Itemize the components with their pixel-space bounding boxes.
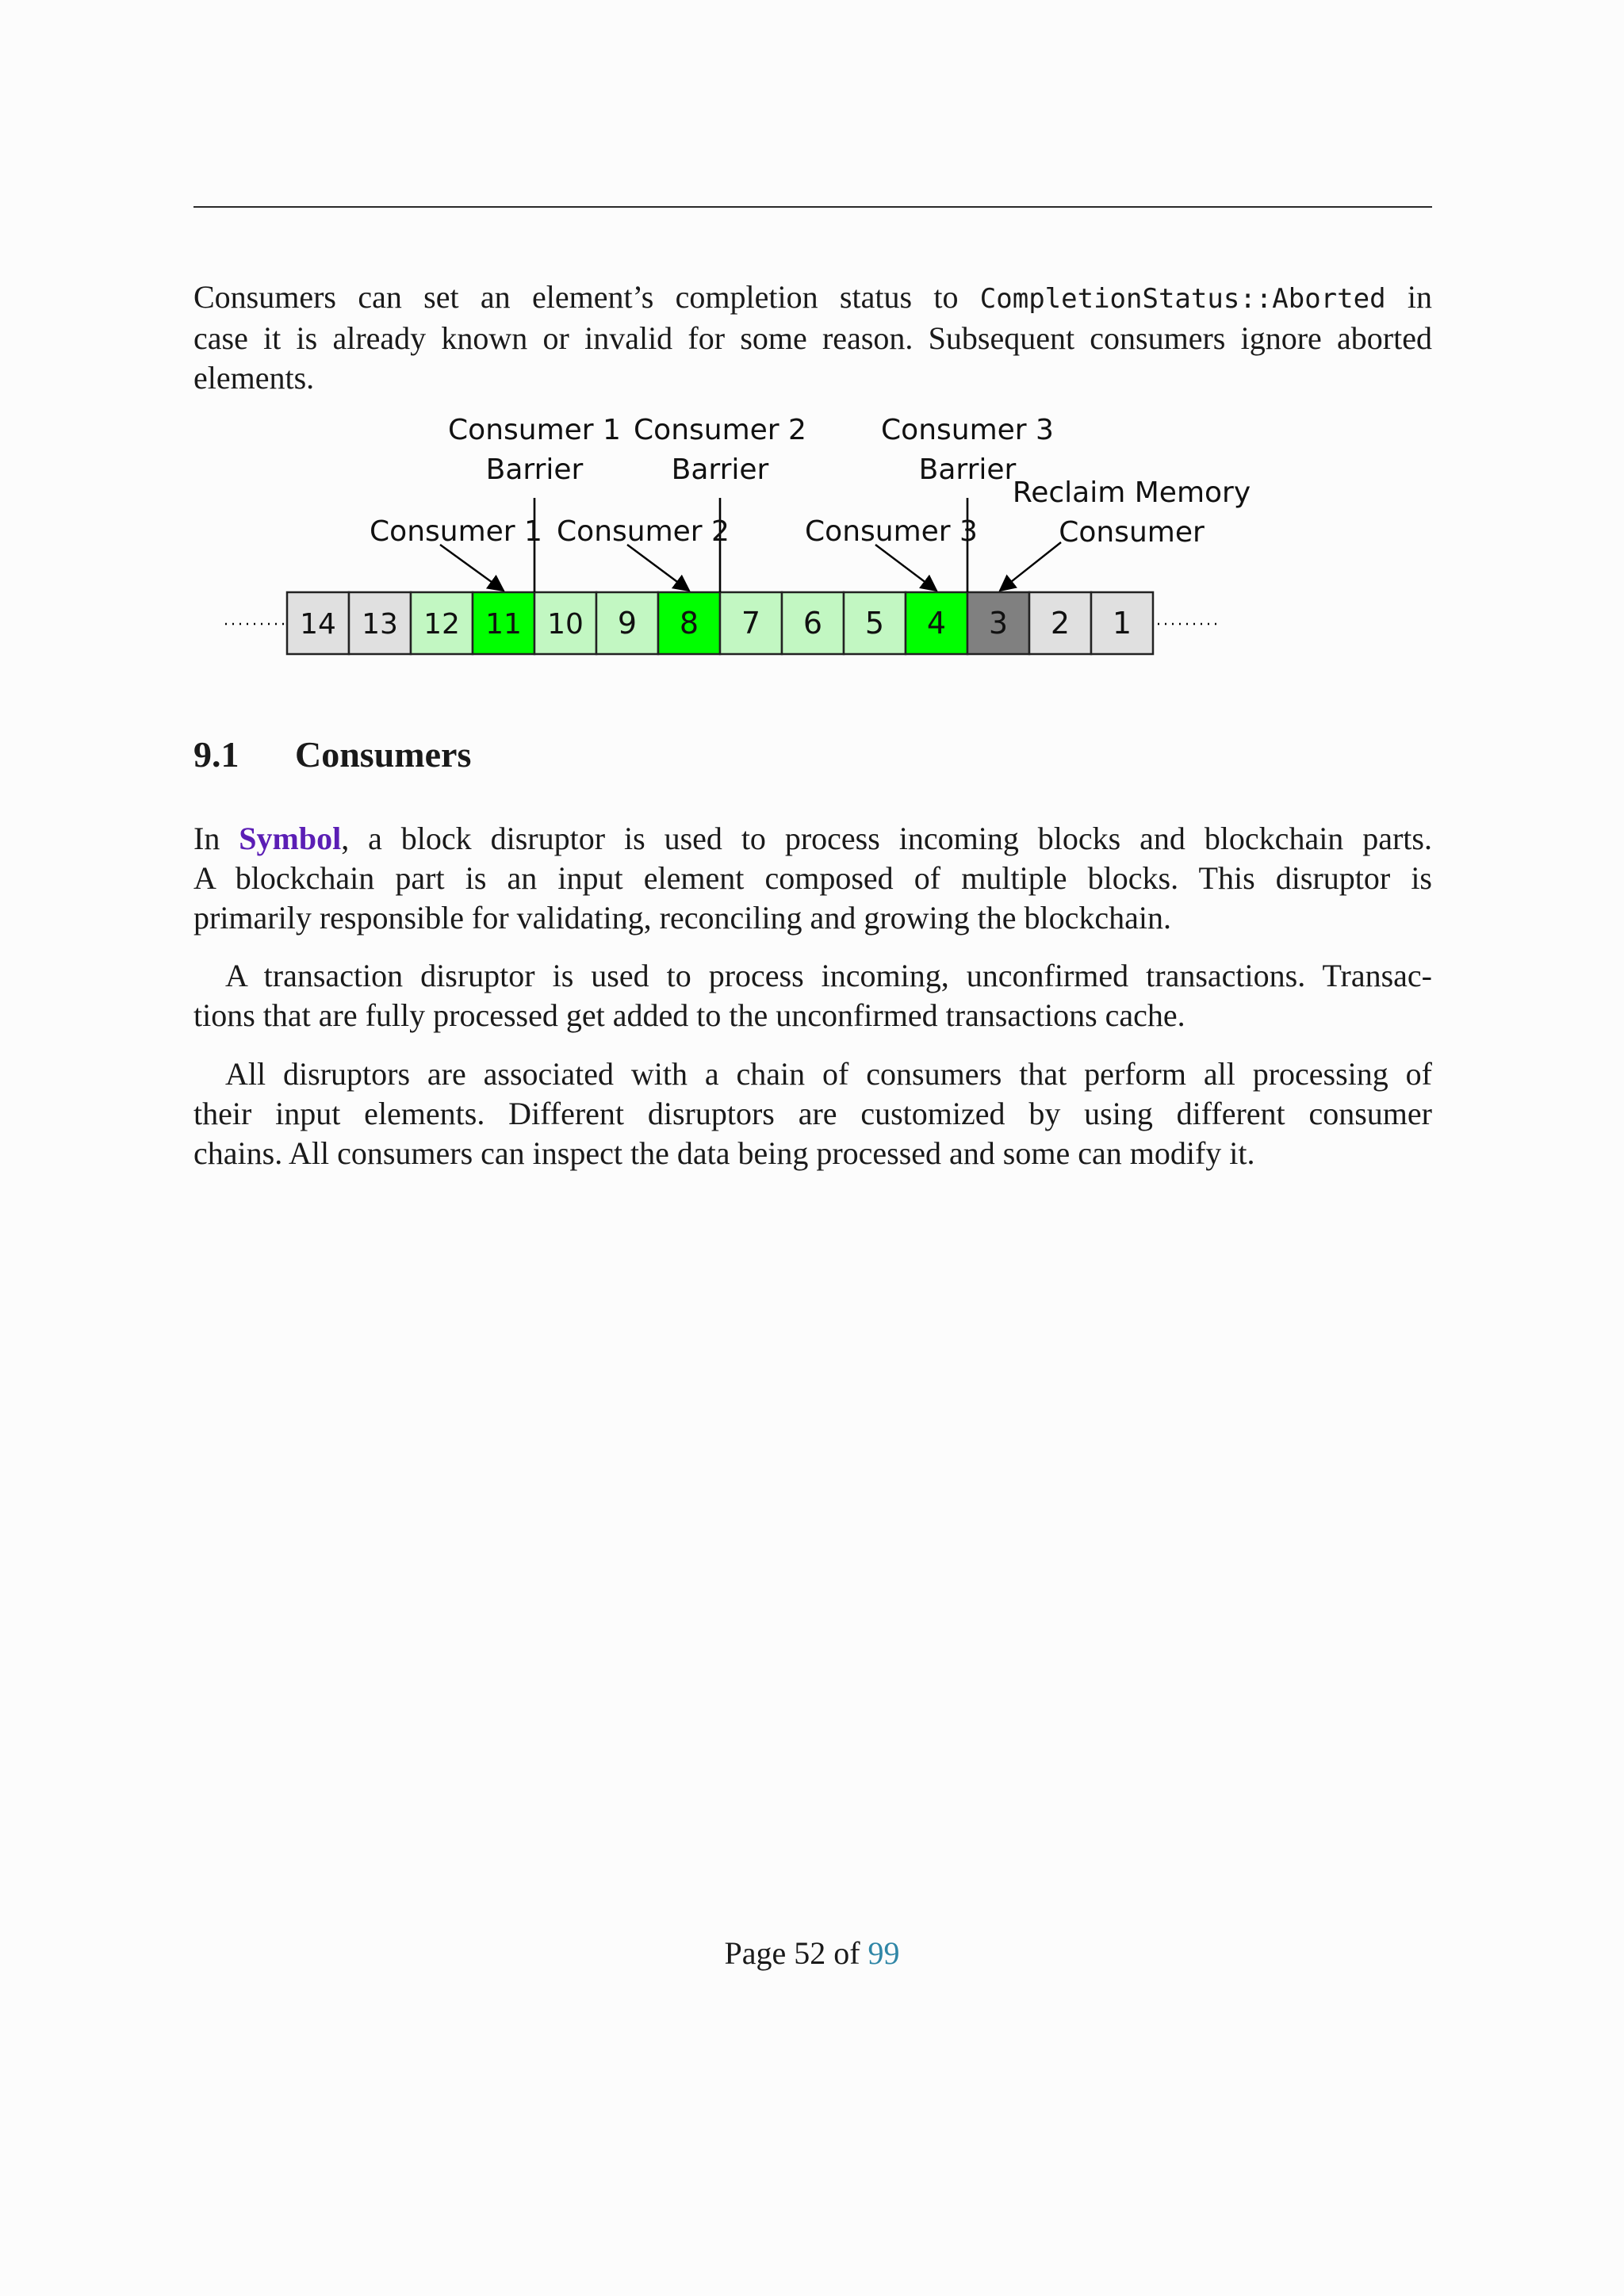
barrier-label: Consumer 1 (448, 414, 621, 446)
buffer-cell-label: 7 (741, 606, 761, 641)
buffer-cell-label: 14 (300, 608, 336, 641)
ring-buffer-diagram (0, 0, 1624, 714)
buffer-cell-label: 6 (802, 606, 823, 641)
consumer-label: Consumer 3 (805, 515, 978, 548)
para1-line-2: A blockchain part is an input element composed of multiple blocks. This disruptor is (193, 860, 1432, 896)
barrier-label: Consumer 3 (881, 414, 1054, 446)
symbol-link[interactable]: Symbol (239, 821, 342, 856)
reclaim-arrow (1000, 542, 1061, 591)
total-pages-link[interactable]: 99 (868, 1935, 900, 1971)
buffer-cell-label: 2 (1050, 606, 1071, 641)
reclaim-memory-label: Consumer (1059, 516, 1205, 549)
consumer-arrow (440, 545, 504, 591)
consumer-arrow (627, 545, 689, 591)
barrier-label: Consumer 2 (634, 414, 806, 446)
buffer-cell-label: 3 (988, 606, 1009, 641)
buffer-cell-label: 10 (547, 608, 584, 641)
buffer-cell-label: 4 (926, 606, 947, 641)
page-footer (0, 1934, 1624, 1972)
para1-line-1: In Symbol, a block disruptor is used to process incoming blocks and blockchain parts. (193, 821, 1432, 856)
paragraph-block-disruptor (193, 819, 1432, 938)
para3-line-3: chains. All consumers can inspect the data being processed and some can modify it. (193, 1135, 1255, 1171)
para1-line-3: primarily responsible for validating, reconciling and growing the blockchain. (193, 900, 1171, 936)
para3-line-2: their input elements. Different disruptors are customized by using different consumer (193, 1096, 1432, 1131)
para3-line-1: All disruptors are associated with a chain of consumers that perform all processing of (225, 1056, 1432, 1092)
buffer-cell-label: 12 (423, 608, 460, 641)
intro-line-2: case it is already known or invalid for some reason. Subsequent consumers ignore aborted (193, 320, 1432, 356)
barrier-label: Barrier (485, 453, 584, 486)
section-title: Consumers (295, 734, 472, 775)
section-heading (193, 733, 471, 775)
buffer-cell-label: 11 (485, 608, 522, 641)
barrier-label: Barrier (918, 453, 1017, 486)
buffer-cell-label: 8 (679, 606, 699, 641)
buffer-cell-label: 9 (617, 606, 638, 641)
consumer-arrow (875, 545, 936, 591)
intro-line-3: elements. (193, 360, 315, 396)
section-number: 9.1 (193, 734, 239, 775)
buffer-cell-label: 1 (1112, 606, 1132, 641)
completion-status-code: CompletionStatus::Aborted (979, 283, 1386, 315)
para2-line-1: A transaction disruptor is used to process incoming, unconfirmed transactions. Transac- (225, 958, 1432, 993)
barrier-label: Barrier (671, 453, 769, 486)
buffer-cell-label: 13 (362, 608, 398, 641)
page-number-text: Page 52 of (724, 1935, 868, 1971)
consumer-label: Consumer 1 (370, 515, 542, 548)
paragraph-consumer-chains (193, 1054, 1432, 1173)
reclaim-memory-label: Reclaim Memory (1012, 476, 1251, 509)
buffer-cell-label: 5 (864, 606, 885, 641)
paragraph-transaction-disruptor (193, 956, 1432, 1035)
para2-line-2: tions that are fully processed get added to the unconfirmed transactions cache. (193, 997, 1185, 1033)
consumer-label: Consumer 2 (557, 515, 730, 548)
intro-line-1: Consumers can set an element’s completion status to CompletionStatus::Aborted in (193, 279, 1432, 315)
